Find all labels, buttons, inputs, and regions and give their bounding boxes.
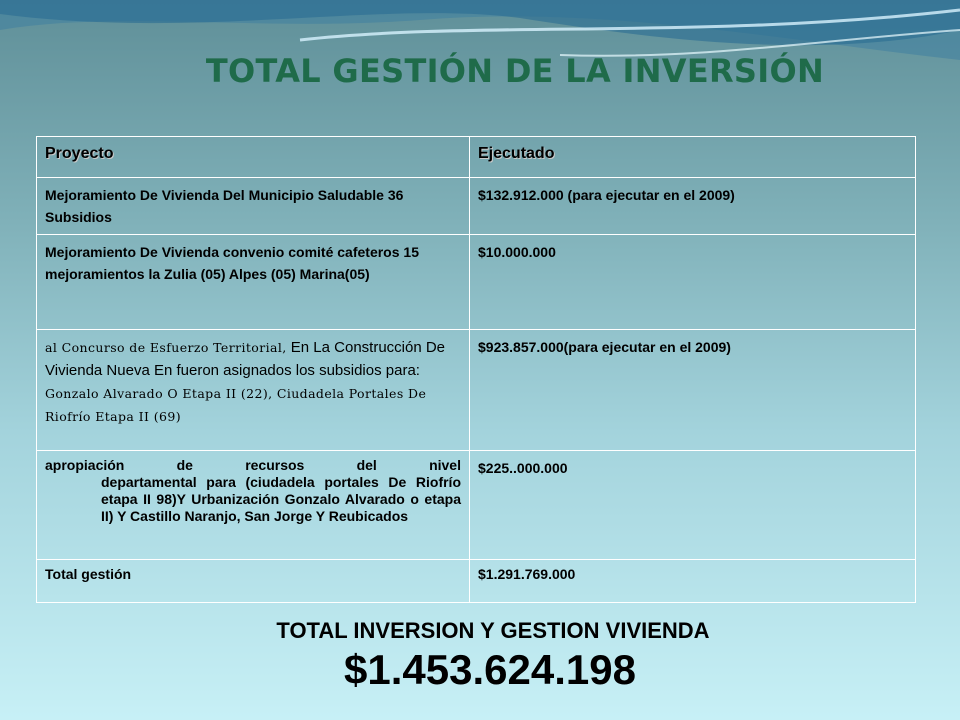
proyecto-text-c: Gonzalo Alvarado O Etapa II (22), Ciudadela Portales De Riofrío Etapa II (69) (45, 386, 427, 424)
table-row (37, 178, 916, 235)
proyecto-text-b: En La Construcción De Vivienda Nueva En fueron asignados los subsidios para: (45, 339, 446, 379)
page-title: TOTAL GESTIÓN DE LA INVERSIÓN (205, 52, 825, 90)
proyecto-cell (37, 451, 470, 560)
ejecutado-cell: $923.857.000(para ejecutar en el 2009) (470, 330, 916, 451)
total-label: Total gestión (37, 560, 470, 603)
header-ejecutado: Ejecutado (470, 137, 916, 178)
total-value: $1.291.769.000 (470, 560, 916, 603)
proyecto-cell: Mejoramiento De Vivienda Del Municipio Saludable 36 Subsidios (37, 178, 470, 235)
header-proyecto: Proyecto (37, 137, 470, 178)
ejecutado-cell: $225..000.000 (470, 451, 916, 560)
ejecutado-cell: $10.000.000 (470, 235, 916, 330)
proyecto-text-a: al Concurso de Esfuerzo Territorial, (45, 340, 287, 355)
ejecutado-cell: $132.912.000 (para ejecutar en el 2009) (470, 178, 916, 235)
table-header-row (37, 137, 916, 178)
proyecto-cell (37, 330, 470, 451)
table-row (37, 235, 916, 330)
proyecto-text-rest: departamental para (ciudadela portales De Riofrío etapa II 98)Y Urbanización Gonzalo Alvarado o etapa II) Y Castillo Naranjo, San Jorge Y Reubicados (101, 474, 461, 524)
proyecto-text-first: apropiación de recursos del nivel (45, 457, 461, 473)
investment-table (36, 136, 916, 603)
table-row (37, 330, 916, 451)
table-row (37, 451, 916, 560)
proyecto-cell: Mejoramiento De Vivienda convenio comité cafeteros 15 mejoramientos la Zulia (05) Alpes (05) Marina(05) (37, 235, 470, 330)
footer-label: TOTAL INVERSION Y GESTION VIVIENDA (276, 618, 710, 643)
footer-amount: $1.453.624.198 (344, 646, 636, 693)
total-row (37, 560, 916, 603)
